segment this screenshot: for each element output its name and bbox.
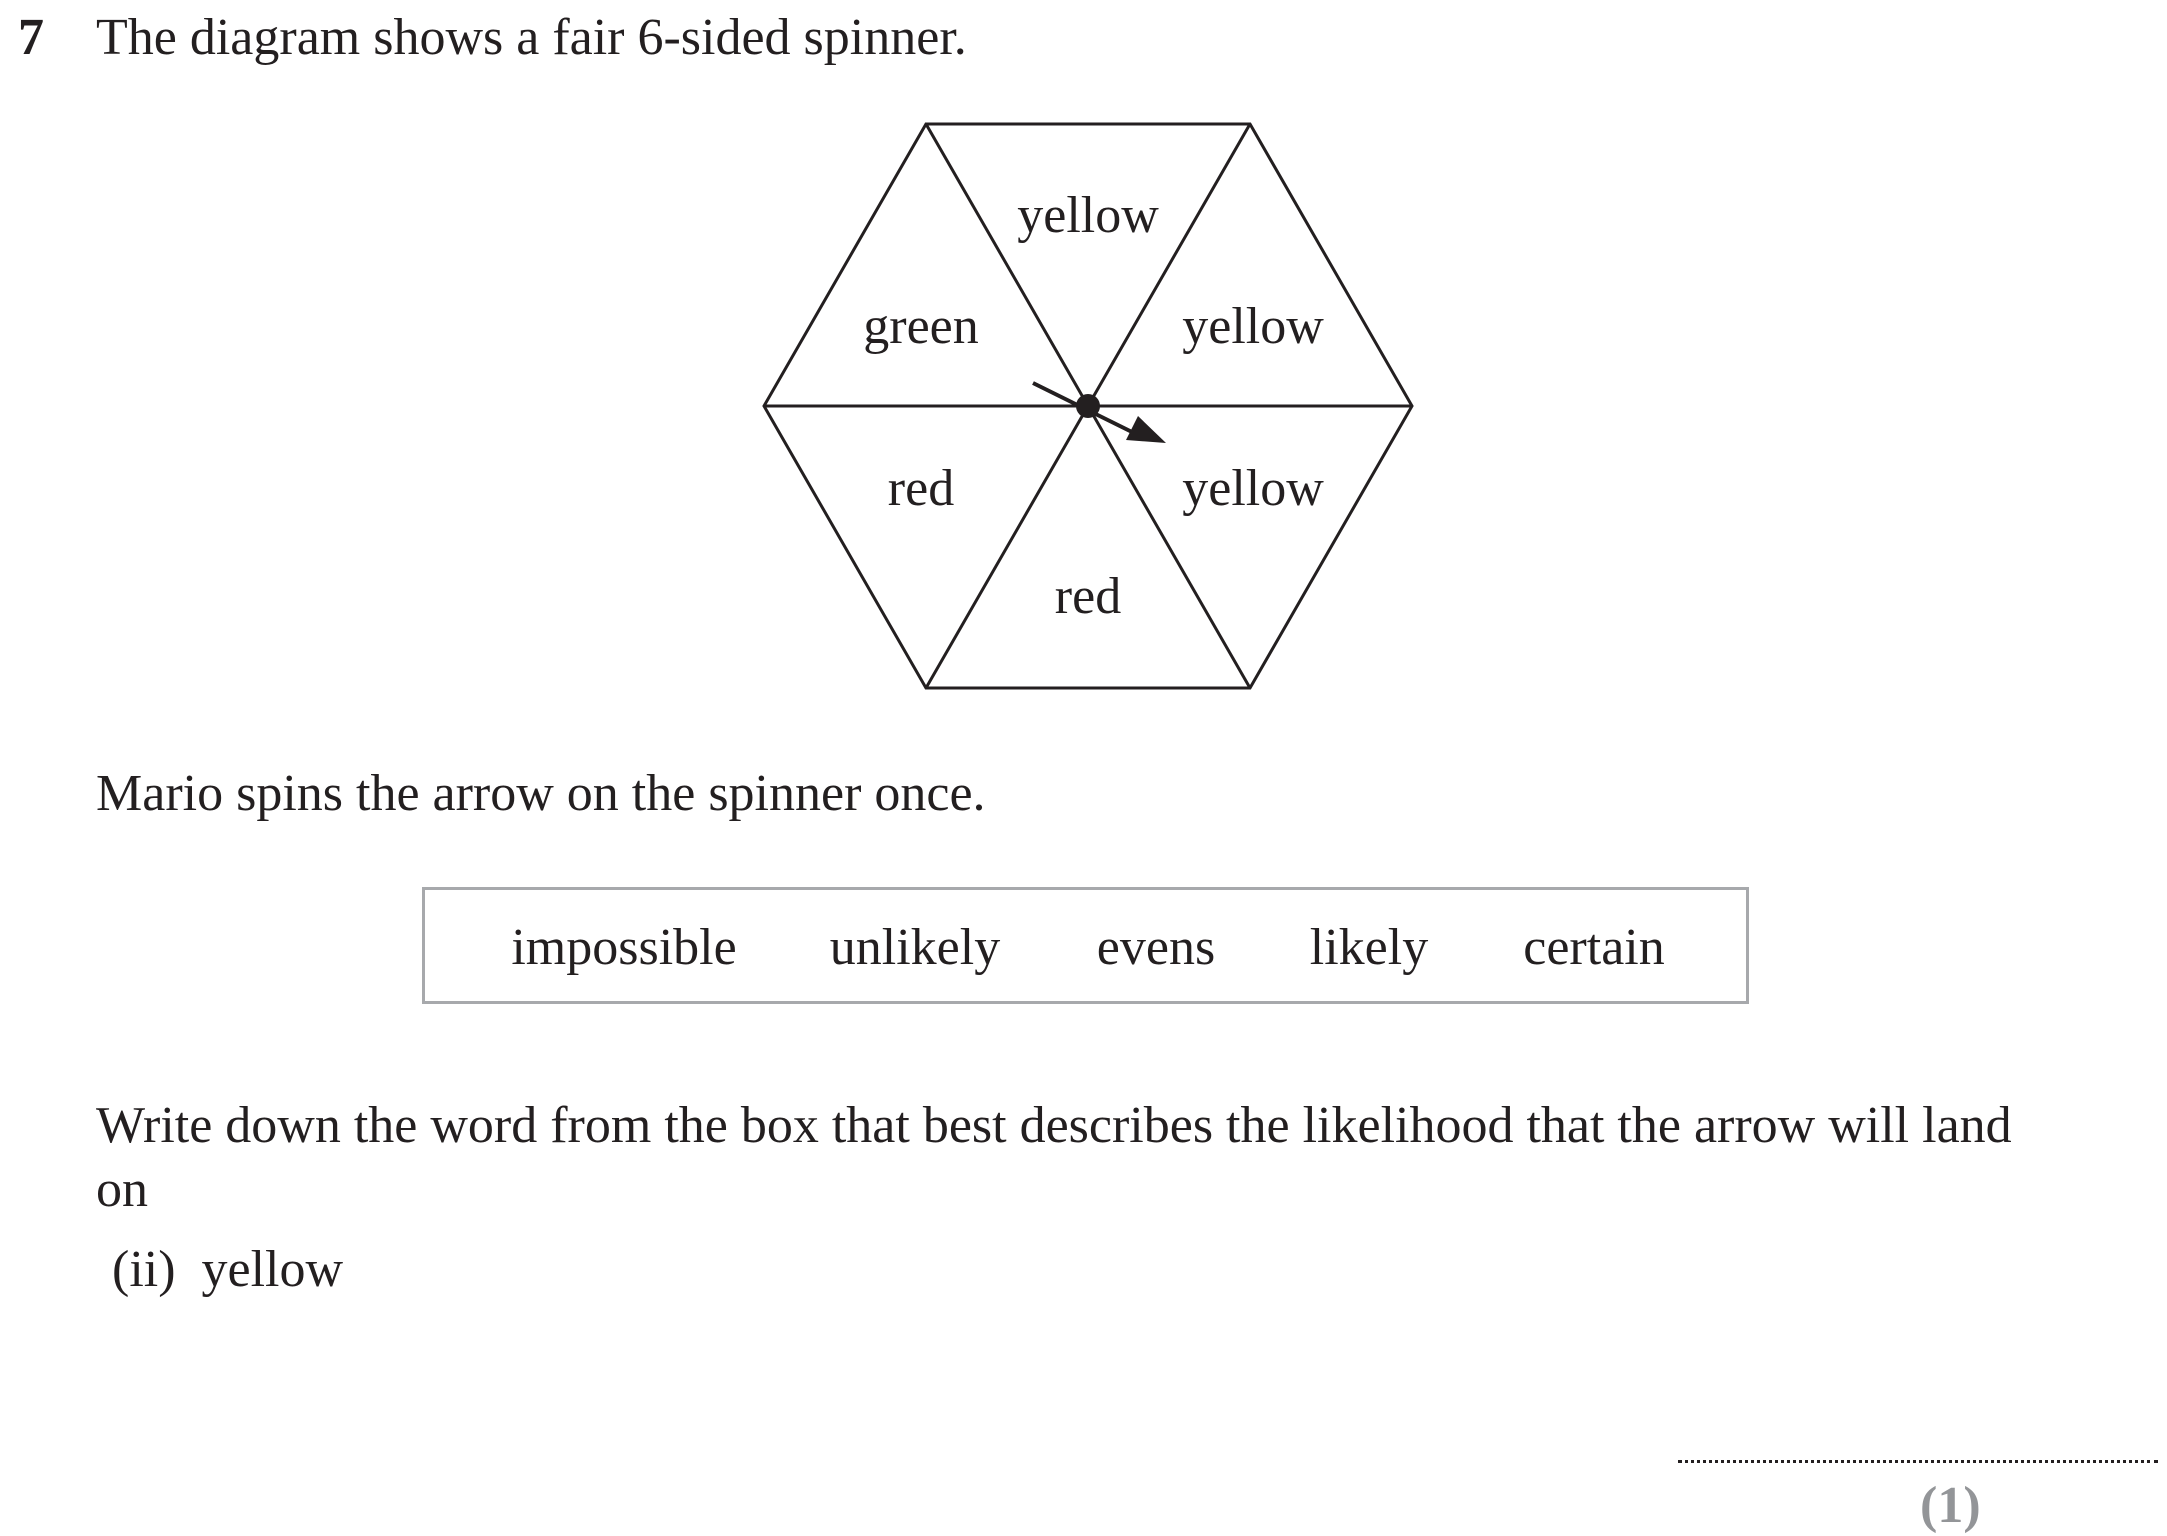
spinner-arrow [1033, 383, 1166, 443]
word-evens: evens [1096, 919, 1216, 976]
word-box [422, 887, 1749, 1004]
word-impossible: impossible [511, 919, 737, 976]
sector-label-lower-right: yellow [1182, 460, 1324, 517]
word-likely: likely [1309, 919, 1429, 976]
sector-label-upper-left: green [863, 298, 979, 355]
question-part [112, 1240, 343, 1300]
sector-label-top: yellow [1017, 187, 1159, 244]
part-text: yellow [201, 1241, 344, 1298]
sector-label-lower-left: red [887, 460, 955, 517]
instruction-text: Write down the word from the box that best describes the likelihood that the arrow will land on [96, 1097, 2012, 1218]
part-label: (ii) [112, 1241, 176, 1298]
spinner-pivot [1076, 394, 1100, 418]
arrowhead-icon [1126, 416, 1166, 443]
context-text: Mario spins the arrow on the spinner once. [96, 765, 986, 822]
question-number: 7 [18, 9, 44, 66]
word-unlikely: unlikely [829, 919, 1001, 976]
answer-line[interactable] [1678, 1460, 2158, 1463]
marks-indicator: (1) [1920, 1477, 1981, 1534]
question-intro: The diagram shows a fair 6-sided spinner. [96, 9, 967, 66]
sector-label-upper-right: yellow [1182, 298, 1324, 355]
word-certain: certain [1523, 919, 1665, 976]
sector-label-bottom: red [1054, 568, 1122, 625]
